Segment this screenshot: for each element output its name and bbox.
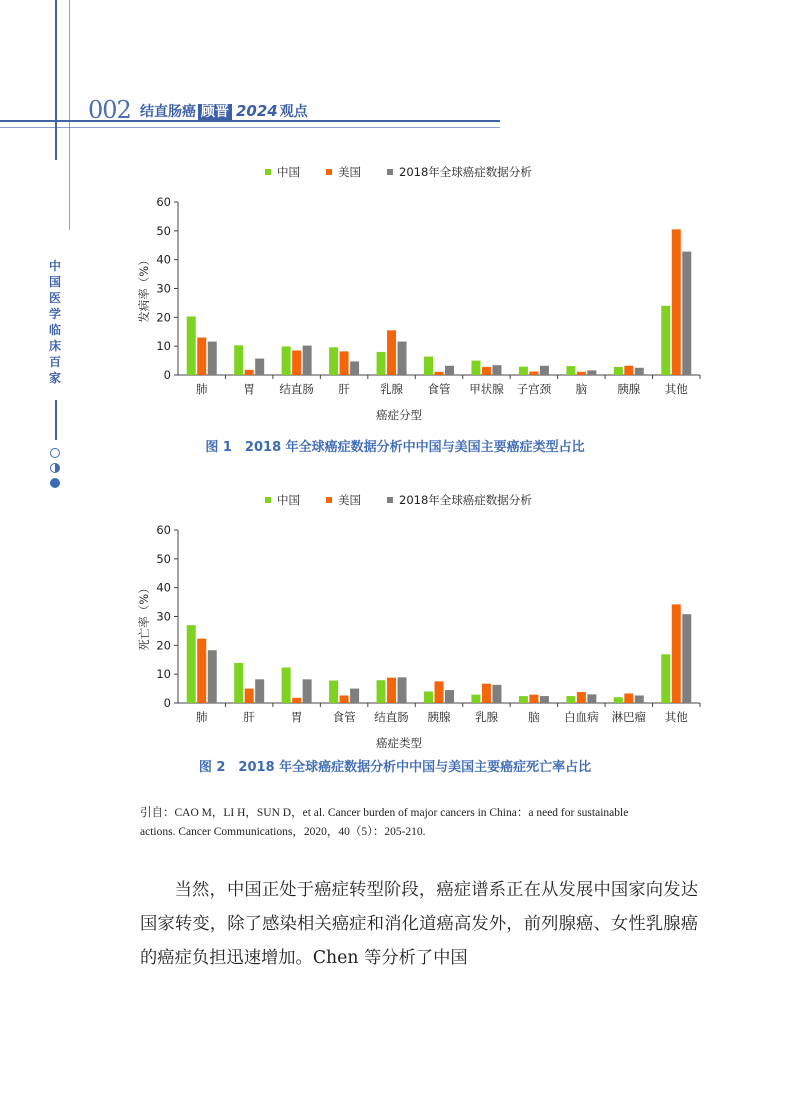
fig1-y-tick-label: 40 [156, 252, 171, 267]
fig1-x-tick-label: 乳腺 [380, 382, 404, 396]
fig1-x-tick-label: 胰腺 [617, 382, 641, 396]
fig2-bar [398, 677, 407, 703]
fig2-x-tick-label: 结直肠 [374, 710, 409, 724]
fig1-bar [445, 366, 454, 375]
fig2-bar [445, 690, 454, 703]
page-number: 002 [88, 96, 131, 124]
vertical-rule-main [55, 0, 57, 160]
fig1-bar [303, 346, 312, 375]
fig2-bar [519, 696, 528, 703]
fig2-x-tick-label: 胰腺 [427, 710, 451, 724]
fig2-bar [566, 696, 575, 703]
fig2-x-tick-label: 脑 [528, 710, 540, 724]
fig1-bar [566, 366, 575, 375]
fig1-bar [197, 338, 206, 375]
fig2-bar [340, 696, 349, 703]
fig1-bar [635, 368, 644, 375]
fig2-legend-swatch [326, 497, 332, 503]
fig2-bar [424, 691, 433, 703]
title-prefix: 结直肠癌 [140, 104, 196, 120]
fig2-bar [282, 668, 291, 703]
fig1-bar [519, 367, 528, 375]
fig2-y-tick-label: 50 [156, 551, 171, 566]
fig2-bar [492, 685, 501, 703]
fig2-y-axis-label: 死亡率（%） [137, 582, 151, 651]
chart-mortality [130, 488, 710, 758]
fig2-y-tick-label: 10 [156, 667, 171, 682]
fig1-x-axis-label: 癌症分型 [376, 408, 422, 422]
fig2-x-tick-label: 食管 [332, 710, 356, 724]
fig2-bar [624, 693, 633, 703]
fig2-bar [292, 698, 301, 703]
fig1-bar [234, 345, 243, 375]
side-rule-lower [55, 400, 57, 440]
fig2-bar [529, 695, 538, 703]
fig2-x-tick-label: 肺 [195, 710, 208, 724]
fig2-x-tick-label: 胃 [290, 710, 303, 724]
fig1-svg [130, 160, 710, 430]
fig2-legend-label: 中国 [277, 493, 300, 507]
fig2-legend-swatch [387, 497, 393, 503]
fig1-bar [540, 366, 549, 375]
title-year: 2024 [236, 102, 278, 120]
title-highlight: 顾晋 [198, 104, 232, 120]
fig2-bar [471, 695, 480, 703]
fig2-y-tick-label: 30 [156, 609, 171, 624]
fig1-bar [492, 365, 501, 375]
figure2-caption: 图 2 2018 年全球癌症数据分析中中国与美国主要癌症死亡率占比 [198, 760, 592, 775]
fig2-y-tick-label: 0 [163, 696, 171, 710]
fig1-x-tick-label: 其他 [664, 382, 688, 396]
fig2-bar [208, 650, 217, 703]
citation-line: actions. Cancer Communications，2020，40（5）：205-210. [140, 826, 426, 838]
fig1-bar [282, 346, 291, 375]
side-dot-filled [50, 478, 60, 488]
fig2-x-tick-label: 白血病 [564, 710, 599, 724]
fig2-bar [672, 604, 681, 703]
fig1-legend-swatch [326, 169, 332, 175]
fig1-bar [624, 366, 633, 375]
title-suffix: 观点 [279, 104, 308, 120]
fig1-y-tick-label: 60 [156, 195, 171, 209]
fig2-x-axis-label: 癌症类型 [376, 736, 422, 750]
fig1-bar [587, 370, 596, 375]
fig1-bar [577, 372, 586, 375]
fig2-y-tick-label: 60 [156, 523, 171, 537]
fig2-x-tick-label: 淋巴瘤 [611, 710, 647, 724]
fig2-bar [329, 681, 338, 703]
fig2-x-tick-label: 肝 [243, 710, 255, 724]
figure1-caption: 图 1 2018 年全球癌症数据分析中中国与美国主要癌症类型占比 [205, 440, 585, 455]
vertical-rule-secondary [69, 0, 70, 230]
fig1-x-tick-label: 肺 [195, 382, 208, 396]
fig2-svg [130, 488, 710, 758]
fig1-bar [682, 252, 691, 375]
fig2-bar [682, 614, 691, 703]
fig1-bar [614, 367, 623, 375]
fig2-bar [540, 696, 549, 703]
fig1-y-tick-label: 30 [156, 281, 171, 296]
side-dot-half [50, 463, 60, 473]
fig2-x-tick-label: 其他 [664, 710, 688, 724]
fig2-bar [614, 697, 623, 703]
fig1-bar [529, 372, 538, 375]
fig2-bar [587, 694, 596, 703]
fig2-legend-label: 美国 [338, 493, 361, 507]
fig2-y-tick-label: 40 [156, 580, 171, 595]
fig2-bar [350, 689, 359, 703]
body-paragraph: 当然，中国正处于癌症转型阶段，癌症谱系正在从发展中国家向发达国家转变，除了感染相关癌症和消化道癌高发外，前列腺癌、女性乳腺癌的癌症负担迅速增加。Chen 等分析了中国 [140, 880, 698, 968]
fig1-bar [340, 351, 349, 375]
fig1-bar [350, 361, 359, 375]
fig2-bar [234, 663, 243, 703]
fig2-bar [635, 696, 644, 703]
fig2-bar [187, 625, 196, 703]
fig2-bar [245, 689, 254, 703]
fig1-legend-label: 美国 [338, 165, 361, 179]
fig2-bar [387, 678, 396, 703]
fig1-bar [661, 306, 670, 375]
fig1-y-axis-label: 发病率（%） [137, 254, 151, 323]
body-text [140, 873, 698, 975]
fig2-bar [482, 684, 491, 703]
fig2-bar [303, 679, 312, 703]
fig1-legend-swatch [265, 169, 271, 175]
fig1-bar [329, 347, 338, 375]
fig2-bar [255, 679, 264, 703]
fig1-x-tick-label: 子宫颈 [516, 382, 552, 396]
fig1-bar [208, 342, 217, 375]
side-series-title: 中国医学临床百家 [48, 259, 61, 385]
header-rule-bottom [0, 127, 500, 128]
fig1-x-tick-label: 脑 [575, 382, 588, 396]
fig1-x-tick-label: 食管 [427, 382, 451, 396]
fig1-x-tick-label: 胃 [243, 382, 255, 396]
fig1-bar [255, 359, 264, 375]
fig2-x-tick-label: 乳腺 [474, 710, 498, 724]
fig2-legend-label: 2018年全球癌症数据分析 [399, 493, 532, 507]
fig2-bar [197, 639, 206, 703]
fig1-y-tick-label: 20 [156, 310, 171, 325]
fig2-bar [435, 681, 444, 703]
fig2-bar [577, 692, 586, 703]
fig2-bar [661, 654, 670, 703]
fig1-legend-label: 2018年全球癌症数据分析 [399, 165, 532, 179]
fig1-bar [398, 342, 407, 375]
fig1-x-tick-label: 结直肠 [279, 382, 314, 396]
fig1-bar [187, 316, 196, 375]
fig1-y-tick-label: 0 [163, 368, 171, 382]
fig1-bar [377, 352, 386, 375]
fig1-bar [245, 370, 254, 375]
citation [140, 804, 700, 842]
chart-incidence [130, 160, 710, 430]
fig2-y-tick-label: 20 [156, 638, 171, 653]
fig1-y-tick-label: 10 [156, 339, 171, 354]
fig1-bar [471, 361, 480, 375]
fig1-y-tick-label: 50 [156, 223, 171, 238]
fig1-legend-label: 中国 [277, 165, 300, 179]
fig1-bar [387, 330, 396, 375]
fig2-legend-swatch [265, 497, 271, 503]
fig1-x-tick-label: 肝 [338, 382, 350, 396]
fig1-bar [672, 229, 681, 375]
running-header [140, 101, 308, 121]
fig1-bar [435, 372, 444, 375]
fig2-bar [377, 680, 386, 703]
fig1-bar [292, 350, 301, 375]
fig1-x-tick-label: 甲状腺 [469, 382, 504, 396]
fig1-legend-swatch [387, 169, 393, 175]
fig1-bar [482, 367, 491, 375]
fig1-bar [424, 357, 433, 375]
citation-line: 引自：CAO M，LI H，SUN D，et al. Cancer burden of major cancers in China：a need for sustainable [140, 807, 629, 819]
